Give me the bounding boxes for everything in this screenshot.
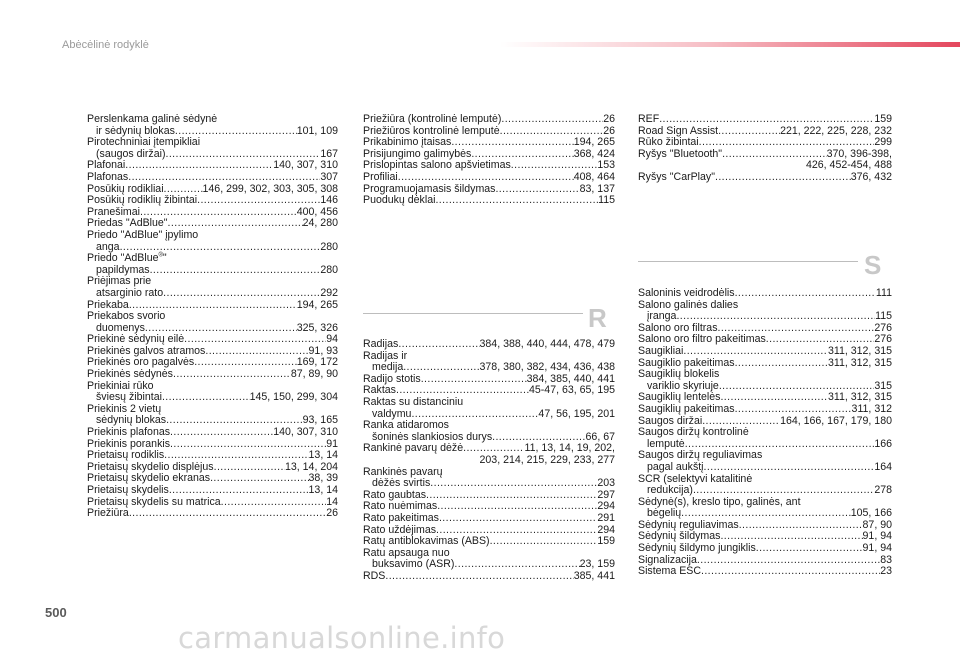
index-entry	[638, 404, 892, 416]
index-entry	[638, 427, 892, 450]
entry-term: Pranešimai	[87, 205, 140, 218]
section-r-divider	[363, 313, 583, 314]
dot-leader	[398, 172, 574, 184]
dot-leader	[735, 358, 828, 370]
dot-leader	[197, 195, 320, 207]
entry-term: Priekinės galvos atramos	[87, 344, 206, 357]
entry-term: Priekaba	[87, 298, 129, 311]
entry-pages: 292	[320, 286, 338, 299]
entry-pages: 24, 280	[302, 217, 338, 230]
entry-label: Salono galinės dalies	[638, 298, 739, 311]
entry-term: Salono oro filtras	[638, 321, 718, 334]
entry-pages: 26	[603, 124, 615, 137]
entry-term: Prietaisų rodiklis	[87, 449, 165, 462]
entry-pages: 140, 307, 310	[273, 159, 338, 172]
entry-term: atsarginio rato	[96, 286, 164, 299]
entry-term: Priekinis plafonas	[87, 426, 171, 439]
entry-term: Priežiūros kontrolinė lemputė	[363, 124, 500, 137]
entry-term: Saugiklių lentelės	[638, 391, 721, 404]
entry-term: Rūko žibintai	[638, 136, 699, 149]
dot-leader	[718, 126, 780, 138]
entry-pages: 91, 94	[862, 542, 892, 555]
dot-leader	[421, 374, 527, 386]
entry-term: REF	[638, 113, 660, 125]
entry-term: Prikabinimo įtaisas	[363, 136, 452, 149]
entry-term: Rato gaubtas	[363, 488, 427, 501]
entry-pages: 291	[597, 511, 615, 524]
entry-term: Puodukų dėklai	[363, 194, 436, 207]
dot-leader	[693, 485, 874, 497]
index-column-2-top	[363, 114, 615, 207]
entry-term: anga	[96, 240, 120, 253]
dot-leader	[214, 462, 285, 474]
index-entry	[87, 172, 338, 184]
index-entry	[638, 114, 892, 126]
entry-pages: 91, 93	[308, 344, 338, 357]
dot-leader	[437, 501, 597, 513]
index-entry	[87, 114, 338, 137]
entry-term: medija	[372, 361, 404, 374]
entry-term: Saugos diržai	[638, 414, 703, 427]
index-entry	[87, 253, 338, 276]
index-entry	[638, 346, 892, 358]
entry-pages: 169, 172	[296, 356, 338, 369]
entry-label: Ratu apsauga nuo	[363, 546, 450, 559]
entry-label: Priekabos svorio	[87, 310, 166, 323]
entry-term: Priekinė sėdynių eilė	[87, 333, 185, 346]
entry-pages: 166	[874, 437, 892, 450]
entry-term: papildymas	[96, 263, 150, 276]
entry-pages: 385, 441	[573, 569, 615, 582]
entry-term: Saloninis veidrodėlis	[638, 287, 735, 299]
index-entry	[87, 276, 338, 299]
entry-pages: 26	[603, 113, 615, 125]
index-entry	[363, 397, 615, 420]
entry-term: Priežiūra (kontrolinė lemputė)	[363, 113, 502, 125]
entry-term: Sėdynių šildymas	[638, 530, 721, 543]
entry-pages: 164, 166, 167, 179, 180	[780, 414, 892, 427]
entry-term: ir sėdynių blokas	[96, 124, 175, 137]
entry-pages: 307	[320, 170, 338, 183]
entry-pages: 276	[874, 333, 892, 346]
entry-pages: 101, 109	[296, 124, 338, 137]
dot-leader	[194, 357, 297, 369]
index-entry	[363, 339, 615, 351]
entry-term: duomenys	[96, 321, 145, 334]
entry-pages: 83, 137	[579, 182, 615, 195]
index-entry	[87, 137, 338, 160]
entry-term: valdymu	[372, 407, 412, 420]
entry-term: Saugiklio pakeitimas	[638, 356, 735, 369]
entry-term: Plafonai	[87, 159, 126, 172]
dot-leader	[398, 339, 479, 351]
dot-leader	[701, 566, 880, 578]
entry-pages: 23, 159	[579, 558, 615, 571]
index-entry	[638, 149, 892, 172]
entry-pages: 140, 307, 310	[273, 426, 338, 439]
index-entry	[87, 311, 338, 334]
entry-pages: 146, 299, 302, 303, 305, 308	[202, 182, 338, 195]
dot-leader	[170, 427, 273, 439]
entry-label: Rankinės pavarų	[363, 465, 443, 478]
index-entry	[363, 114, 615, 126]
entry-term: Posūkių rodiklių žibintai	[87, 194, 198, 207]
entry-pages: 408, 464	[573, 170, 615, 183]
entry-pages: 115	[875, 310, 892, 323]
entry-term: lemputė	[647, 437, 685, 450]
dot-leader	[125, 160, 273, 172]
entry-pages: 93, 165	[302, 414, 338, 427]
entry-term: dėžės svirtis	[372, 477, 431, 490]
entry-term: buksavimo (ASR)	[372, 558, 455, 571]
index-entry	[363, 195, 615, 207]
entry-term: Ratų antiblokavimas (ABS)	[363, 535, 490, 548]
entry-term: variklio skyriuje	[647, 379, 719, 392]
entry-pages: 105, 166	[850, 507, 892, 520]
entry-term: Saugikliai	[638, 344, 684, 357]
entry-pages: 299	[874, 136, 892, 149]
entry-label-part: "	[162, 252, 167, 265]
dot-leader	[735, 288, 876, 300]
index-entry	[363, 467, 615, 490]
entry-pages: 311, 312, 315	[827, 391, 892, 404]
dot-leader	[490, 536, 598, 548]
entry-term: Sėdynių šildymo jungiklis	[638, 542, 756, 555]
entry-pages: 368, 424	[573, 147, 615, 160]
entry-pages: 280	[320, 263, 338, 276]
entry-label: Raktas su distanciniu	[363, 395, 464, 408]
dot-leader	[430, 478, 597, 490]
index-column-3-bottom	[638, 288, 892, 578]
entry-pages: 311, 312, 315	[827, 356, 892, 369]
index-entry	[363, 536, 615, 548]
entry-pages: 276	[874, 321, 892, 334]
entry-term: Prietaisų skydelis su matrica	[87, 495, 221, 508]
entry-pages: 14	[326, 495, 338, 508]
dot-leader	[170, 439, 326, 451]
entry-row	[87, 288, 338, 300]
entry-pages: 13, 14	[308, 484, 338, 496]
index-entry	[363, 172, 615, 184]
dot-leader	[501, 114, 603, 126]
entry-label: Priekiniai rūko	[87, 379, 154, 392]
entry-term: Sėdynių reguliavimas	[638, 518, 739, 531]
entry-pages-continued: 203, 214, 215, 229, 233, 277	[479, 453, 615, 466]
dot-leader	[454, 559, 579, 571]
index-entry	[87, 404, 338, 427]
entry-label: Priekinis 2 vietų	[87, 402, 162, 415]
index-entry	[87, 381, 338, 404]
entry-pages: 194, 265	[296, 298, 338, 311]
entry-pages: 47, 56, 195, 201	[538, 407, 615, 420]
entry-term: įranga	[647, 310, 677, 323]
entry-pages: 311, 312, 315	[827, 344, 892, 357]
index-entry	[638, 300, 892, 323]
entry-pages: 159	[874, 113, 892, 125]
entry-term: Rato uždėjimas	[363, 523, 437, 536]
dot-leader	[128, 172, 320, 184]
entry-label: Saugiklių blokelis	[638, 368, 720, 381]
dot-leader	[162, 392, 250, 404]
entry-pages: 87, 89, 90	[290, 368, 338, 381]
entry-term: Priekinis porankis	[87, 437, 171, 450]
entry-term: Prietaisų skydelis	[87, 484, 169, 496]
index-entry	[87, 427, 338, 439]
entry-term: šviesų žibintai	[96, 391, 162, 404]
dot-leader	[169, 485, 309, 497]
entry-pages: 159	[597, 535, 615, 548]
entry-term: Profiliai	[363, 170, 398, 183]
dot-leader	[715, 172, 851, 184]
entry-label-part: Priedo "AdBlue	[87, 252, 159, 265]
entry-pages: 203	[597, 477, 615, 490]
entry-term: Radijo stotis	[363, 372, 421, 385]
entry-pages: 38, 39	[308, 472, 338, 485]
dot-leader	[720, 392, 828, 404]
registered-mark: ®	[158, 252, 163, 259]
entry-pages: 13, 14, 204	[284, 460, 338, 473]
entry-label: Perslenkama galinė sėdynė	[87, 113, 218, 125]
entry-term: bėgelių	[647, 507, 682, 520]
index-column-2-bottom	[363, 339, 615, 582]
entry-label: Ranka atidaromos	[363, 419, 449, 432]
entry-pages: 13, 14	[308, 449, 338, 462]
dot-leader	[659, 114, 874, 126]
entry-term: Saugiklių pakeitimas	[638, 402, 735, 415]
index-entry	[87, 485, 338, 497]
entry-term: Prisijungimo galimybės	[363, 147, 472, 160]
entry-label: Priedo "AdBlue" įpylimo	[87, 228, 199, 241]
entry-term: Rankinė pavarų dėžė	[363, 442, 464, 455]
entry-term: Priedas "AdBlue"	[87, 217, 168, 230]
entry-pages: 83	[880, 553, 892, 566]
entry-pages: 325, 326	[296, 321, 338, 334]
entry-term: (saugos diržai)	[96, 147, 166, 160]
index-entry	[638, 497, 892, 520]
entry-pages: 280	[320, 240, 338, 253]
entry-pages: 91, 94	[862, 530, 892, 543]
entry-term: Raktas	[363, 384, 396, 397]
entry-pages: 376, 432	[850, 170, 892, 183]
index-column-3-top	[638, 114, 892, 184]
index-entry	[638, 369, 892, 392]
entry-term: Signalizacija	[638, 553, 697, 566]
entry-label: SCR (selektyvi katalitinė	[638, 472, 753, 485]
dot-leader	[735, 404, 852, 416]
entry-pages: 315	[874, 379, 892, 392]
index-entry	[638, 172, 892, 184]
index-entry	[363, 513, 615, 525]
entry-pages-continued: 426, 452-454, 488	[805, 159, 892, 172]
header-accent-bar	[500, 42, 960, 47]
entry-pages: 91	[326, 437, 338, 450]
entry-term: pagal aukštį	[647, 460, 704, 473]
entry-term: Priekinės sėdynės	[87, 368, 173, 381]
section-letter-r: R	[588, 303, 607, 333]
index-entry	[87, 195, 338, 207]
watermark: carmanualsonline.info	[178, 621, 506, 655]
entry-pages: 153	[597, 159, 615, 172]
entry-term: šoninės slankiosios durys	[372, 430, 493, 443]
entry-label	[87, 253, 338, 265]
entry-label: Saugos diržų kontrolinė	[638, 426, 749, 439]
entry-term: sėdynių blokas	[96, 414, 167, 427]
entry-term: Prietaisų skydelio ekranas	[87, 472, 211, 485]
entry-pages: 66, 67	[585, 430, 615, 443]
index-entry	[87, 508, 338, 520]
entry-term: Ryšys "CarPlay"	[638, 170, 715, 183]
entry-pages: 400, 456	[296, 205, 338, 218]
section-s-divider	[638, 261, 858, 262]
entry-term: Prietaisų skydelio displėjus	[87, 460, 214, 473]
index-entry	[638, 566, 892, 578]
dot-leader	[173, 369, 291, 381]
entry-row	[638, 462, 892, 474]
entry-pages: 87, 90	[862, 518, 892, 531]
entry-label: Radijas ir	[363, 349, 408, 362]
entry-term: Sistema ESC	[638, 565, 701, 578]
entry-pages: 384, 385, 440, 441	[526, 372, 615, 385]
entry-pages: 23	[880, 565, 892, 578]
dot-leader	[426, 490, 597, 502]
entry-term: Prislopintas salono apšvietimas	[363, 159, 511, 172]
section-letter-s: S	[864, 250, 882, 280]
index-entry	[87, 369, 338, 381]
entry-pages: 370, 396-398,	[826, 147, 892, 160]
index-entry	[87, 230, 338, 253]
entry-term: redukcija)	[647, 484, 693, 497]
index-entry	[363, 420, 615, 443]
index-entry	[638, 474, 892, 497]
dot-leader	[756, 543, 863, 555]
index-entry	[363, 571, 615, 583]
entry-pages: 146	[320, 194, 338, 207]
dot-leader	[205, 346, 308, 358]
header-title: Abėcėlinė rodyklė	[62, 39, 149, 51]
dot-leader	[129, 508, 326, 520]
entry-term: RDS	[363, 569, 386, 582]
entry-term: Programuojamasis šildymas	[363, 182, 496, 195]
index-column-1	[87, 114, 338, 520]
entry-term: Priekinės oro pagalvės	[87, 356, 195, 369]
index-entry	[638, 450, 892, 473]
entry-row	[638, 485, 892, 497]
entry-term: Radijas	[363, 338, 399, 350]
dot-leader	[163, 288, 320, 300]
entry-pages: 26	[326, 507, 338, 520]
dot-leader	[210, 473, 308, 485]
dot-leader	[385, 571, 573, 583]
entry-pages: 164	[874, 460, 892, 473]
dot-leader	[704, 462, 875, 474]
dot-leader	[221, 497, 327, 509]
entry-pages: 11, 13, 14, 19, 202,	[524, 442, 615, 455]
dot-leader	[697, 555, 880, 567]
entry-term: Rato nuėmimas	[363, 500, 438, 513]
entry-pages: 167	[320, 147, 338, 160]
index-entry	[363, 351, 615, 374]
entry-term: Rato pakeitimas	[363, 511, 439, 524]
entry-pages: 384, 388, 440, 444, 478, 479	[479, 338, 615, 350]
entry-pages: 294	[597, 523, 615, 536]
dot-leader	[683, 346, 828, 358]
dot-leader	[495, 184, 579, 196]
entry-label: Pirotechniniai įtempikliai	[87, 136, 201, 149]
index-entry	[638, 543, 892, 555]
entry-label: Sėdynė(s), kreslo tipo, galinės, ant	[638, 495, 801, 508]
entry-term: Ryšys "Bluetooth"	[638, 147, 723, 160]
page-number: 500	[45, 605, 67, 620]
dot-leader	[435, 195, 598, 207]
dot-leader	[439, 513, 597, 525]
entry-pages: 297	[597, 488, 615, 501]
dot-leader	[150, 265, 321, 277]
entry-pages: 194, 265	[573, 136, 615, 149]
entry-row	[363, 478, 615, 490]
entry-term: Plafonas	[87, 170, 129, 183]
index-entry	[638, 288, 892, 300]
index-entry	[363, 443, 615, 466]
entry-pages: 311, 312	[851, 402, 892, 415]
entry-label: Saugos diržų reguliavimas	[638, 449, 763, 462]
index-entry	[363, 548, 615, 571]
entry-pages: 111	[875, 287, 892, 299]
entry-term: Road Sign Assist	[638, 124, 719, 137]
entry-pages: 145, 150, 299, 304	[249, 391, 338, 404]
entry-term: Priežiūra	[87, 507, 129, 520]
entry-term: Salono oro filtro pakeitimas	[638, 333, 766, 346]
entry-pages: 221, 222, 225, 228, 232	[780, 124, 892, 137]
entry-pages: 115	[598, 194, 615, 207]
entry-term: Posūkių rodikliai	[87, 182, 164, 195]
entry-pages: 278	[874, 484, 892, 497]
entry-pages: 294	[597, 500, 615, 513]
entry-pages: 94	[326, 333, 338, 346]
entry-pages: 378, 380, 382, 434, 436, 438	[479, 361, 615, 374]
entry-pages: 45-47, 63, 65, 195	[529, 384, 615, 397]
dot-leader	[739, 520, 863, 532]
entry-label: Priėjimas prie	[87, 275, 152, 288]
dot-leader	[184, 334, 326, 346]
